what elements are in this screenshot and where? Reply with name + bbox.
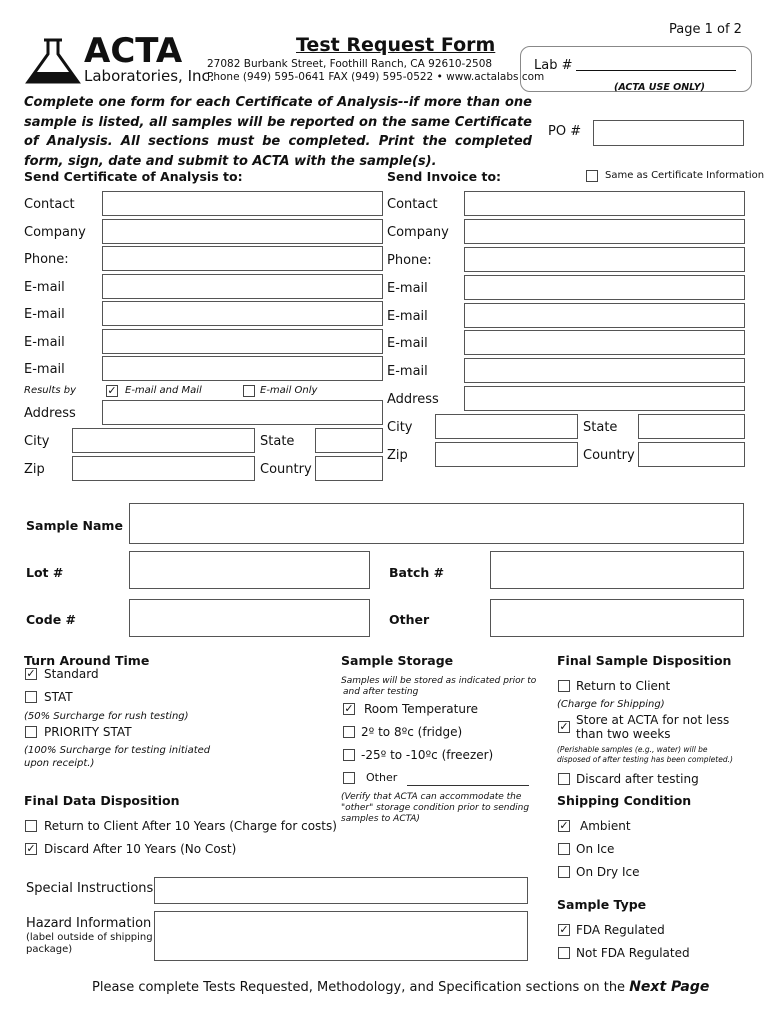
priority-note-1: (100% Surcharge for testing initiated <box>24 745 211 756</box>
cert-phone-label: Phone: <box>24 252 69 267</box>
cert-email-input-4[interactable] <box>102 356 383 381</box>
cert-contact-input[interactable] <box>102 191 383 216</box>
discard-after-testing-label: Discard after testing <box>576 772 699 786</box>
stat-label: STAT <box>44 690 73 704</box>
acta-use-note: (ACTA USE ONLY) <box>614 82 705 93</box>
special-instructions-label: Special Instructions <box>26 881 154 896</box>
inv-email-label: E-mail <box>387 281 428 296</box>
cert-email-input-3[interactable] <box>102 329 383 354</box>
fridge-label: 2º to 8ºc (fridge) <box>361 725 463 739</box>
cert-zip-input[interactable] <box>72 456 255 481</box>
priority-stat-label: PRIORITY STAT <box>44 725 132 739</box>
inv-state-input[interactable] <box>638 414 745 439</box>
data-return-label: Return to Client After 10 Years (Charge for costs) <box>44 819 337 833</box>
cert-state-input[interactable] <box>315 428 383 453</box>
inv-zip-label: Zip <box>387 448 408 463</box>
same-as-certificate-checkbox[interactable] <box>586 170 598 182</box>
footer-text: Please complete Tests Requested, Methodology, and Specification sections on the <box>92 980 626 995</box>
inv-country-input[interactable] <box>638 442 745 467</box>
storage-other-label: Other <box>366 771 398 784</box>
other-label: Other <box>389 612 430 627</box>
code-label: Code # <box>26 612 77 627</box>
email-and-mail-checkbox[interactable]: ✓ <box>107 384 117 397</box>
storage-note-1: Samples will be stored as indicated prior to <box>341 676 537 686</box>
lab-contact: Phone (949) 595-0641 FAX (949) 595-0522 • www.actalabs com <box>207 71 545 83</box>
data-discard-label: Discard After 10 Years (No Cost) <box>44 842 237 856</box>
cert-phone-input[interactable] <box>102 246 383 271</box>
inv-email-input-2[interactable] <box>464 303 745 328</box>
cert-country-label: Country <box>260 462 312 477</box>
storage-other-line[interactable] <box>407 785 529 786</box>
inv-company-input[interactable] <box>464 219 745 244</box>
inv-zip-input[interactable] <box>435 442 578 467</box>
inv-contact-label: Contact <box>387 197 438 212</box>
cert-email-label: E-mail <box>24 280 65 295</box>
verify-note-3: samples to ACTA) <box>341 814 420 824</box>
storage-other-checkbox[interactable] <box>343 772 355 784</box>
invoice-heading: Send Invoice to: <box>387 169 502 184</box>
code-input[interactable] <box>129 599 370 637</box>
discard-after-testing-checkbox[interactable] <box>558 773 570 785</box>
email-only-label: E-mail Only <box>260 385 318 396</box>
cert-email-label: E-mail <box>24 335 65 350</box>
inv-email-label: E-mail <box>387 309 428 324</box>
standard-checkbox[interactable]: ✓ <box>26 667 36 680</box>
inv-address-label: Address <box>387 392 439 407</box>
sample-type-heading: Sample Type <box>557 897 647 912</box>
lab-address: 27082 Burbank Street, Foothill Ranch, CA 92610-2508 <box>207 58 493 70</box>
brand-name: ACTA <box>84 31 183 71</box>
storage-heading: Sample Storage <box>341 653 454 668</box>
standard-label: Standard <box>44 667 99 681</box>
cert-company-input[interactable] <box>102 219 383 244</box>
cert-email-input-2[interactable] <box>102 301 383 326</box>
lab-number-label: Lab # <box>534 58 573 73</box>
priority-note-2: upon receipt.) <box>24 758 95 769</box>
inv-state-label: State <box>583 420 618 435</box>
inv-city-input[interactable] <box>435 414 578 439</box>
fda-checkbox[interactable]: ✓ <box>559 923 569 936</box>
batch-label: Batch # <box>389 565 445 580</box>
ambient-checkbox[interactable]: ✓ <box>559 819 569 832</box>
footer-note <box>92 979 709 995</box>
instructions: Complete one form for each Certificate of Analysis--if more than one sample is listed, all samples will be reported on the same Certificate of Analysis. All sections must be completed. Print the completed form, sign, date and submit to ACTA with the sample(s). <box>24 95 532 169</box>
footer-next-page: Next Page <box>629 979 710 995</box>
cert-company-label: Company <box>24 225 86 240</box>
other-input[interactable] <box>490 599 744 637</box>
hazard-note-1: (label outside of shipping <box>26 932 153 943</box>
final-data-heading: Final Data Disposition <box>24 793 180 808</box>
room-temp-checkbox[interactable]: ✓ <box>344 702 354 715</box>
brand-subtitle: Laboratories, Inc. <box>84 67 215 85</box>
cert-state-label: State <box>260 434 295 449</box>
cert-address-input[interactable] <box>102 400 383 425</box>
store-at-acta-checkbox[interactable]: ✓ <box>559 720 569 733</box>
lab-number-line[interactable] <box>576 70 736 71</box>
cert-address-label: Address <box>24 406 76 421</box>
inv-address-input[interactable] <box>464 386 745 411</box>
cert-email-input-1[interactable] <box>102 274 383 299</box>
results-by-label: Results by <box>24 385 77 396</box>
inv-email-label: E-mail <box>387 336 428 351</box>
lab-number-panel <box>520 46 752 92</box>
same-as-certificate-label: Same as Certificate Information <box>605 170 765 181</box>
disposition-heading: Final Sample Disposition <box>557 653 732 668</box>
fda-label: FDA Regulated <box>576 923 665 937</box>
ambient-label: Ambient <box>580 819 631 833</box>
po-input[interactable] <box>593 120 744 146</box>
special-instructions-input[interactable] <box>154 877 528 904</box>
shipping-heading: Shipping Condition <box>557 793 692 808</box>
stat-note: (50% Surcharge for rush testing) <box>24 711 189 722</box>
not-fda-label: Not FDA Regulated <box>576 946 690 960</box>
cert-zip-label: Zip <box>24 462 45 477</box>
cert-country-input[interactable] <box>315 456 383 481</box>
room-temp-label: Room Temperature <box>364 702 478 716</box>
certificate-heading: Send Certificate of Analysis to: <box>24 169 243 184</box>
email-and-mail-label: E-mail and Mail <box>125 385 202 396</box>
form-title: Test Request Form <box>296 34 496 56</box>
cert-email-label: E-mail <box>24 362 65 377</box>
data-return-checkbox[interactable] <box>25 820 37 832</box>
cert-email-label: E-mail <box>24 307 65 322</box>
not-fda-checkbox[interactable] <box>558 947 570 959</box>
inv-email-label: E-mail <box>387 364 428 379</box>
inv-email-input-3[interactable] <box>464 330 745 355</box>
inv-country-label: Country <box>583 448 635 463</box>
po-label: PO # <box>548 124 582 139</box>
hazard-input[interactable] <box>154 911 528 961</box>
hazard-note-2: package) <box>26 944 73 955</box>
batch-input[interactable] <box>490 551 744 589</box>
flask-logo-icon <box>22 36 84 88</box>
on-ice-checkbox[interactable] <box>558 843 570 855</box>
cert-contact-label: Contact <box>24 197 75 212</box>
lot-input[interactable] <box>129 551 370 589</box>
sample-name-input[interactable] <box>129 503 744 544</box>
perishable-note-1: (Perishable samples (e.g., water) will be <box>557 745 708 754</box>
freezer-checkbox[interactable] <box>343 749 355 761</box>
sample-name-label: Sample Name <box>26 518 123 533</box>
return-to-client-label: Return to Client <box>576 679 671 693</box>
on-ice-label: On Ice <box>576 842 615 856</box>
dry-ice-label: On Dry Ice <box>576 865 640 879</box>
cert-city-input[interactable] <box>72 428 255 453</box>
cert-city-label: City <box>24 434 50 449</box>
store-at-acta-label-1: Store at ACTA for not less <box>576 713 730 727</box>
dry-ice-checkbox[interactable] <box>558 866 570 878</box>
priority-stat-checkbox[interactable] <box>25 726 37 738</box>
lot-label: Lot # <box>26 565 64 580</box>
inv-email-input-1[interactable] <box>464 275 745 300</box>
perishable-note-2: disposed of after testing has been completed.) <box>557 755 733 764</box>
fridge-checkbox[interactable] <box>343 726 355 738</box>
verify-note-1: (Verify that ACTA can accommodate the <box>341 792 522 802</box>
inv-contact-input[interactable] <box>464 191 745 216</box>
inv-phone-label: Phone: <box>387 253 432 268</box>
email-only-checkbox[interactable] <box>243 385 255 397</box>
data-discard-checkbox[interactable]: ✓ <box>26 842 36 855</box>
store-at-acta-label-2: than two weeks <box>576 727 671 741</box>
inv-city-label: City <box>387 420 413 435</box>
inv-phone-input[interactable] <box>464 247 745 272</box>
inv-email-input-4[interactable] <box>464 358 745 383</box>
freezer-label: -25º to -10ºc (freezer) <box>361 748 494 762</box>
verify-note-2: "other" storage condition prior to sending <box>341 803 530 813</box>
turnaround-heading: Turn Around Time <box>24 653 150 668</box>
storage-note-2: and after testing <box>343 687 419 697</box>
stat-checkbox[interactable] <box>25 691 37 703</box>
hazard-label: Hazard Information <box>26 916 152 931</box>
charge-note: (Charge for Shipping) <box>557 699 665 710</box>
inv-company-label: Company <box>387 225 449 240</box>
return-to-client-checkbox[interactable] <box>558 680 570 692</box>
page-number: Page 1 of 2 <box>669 22 742 37</box>
